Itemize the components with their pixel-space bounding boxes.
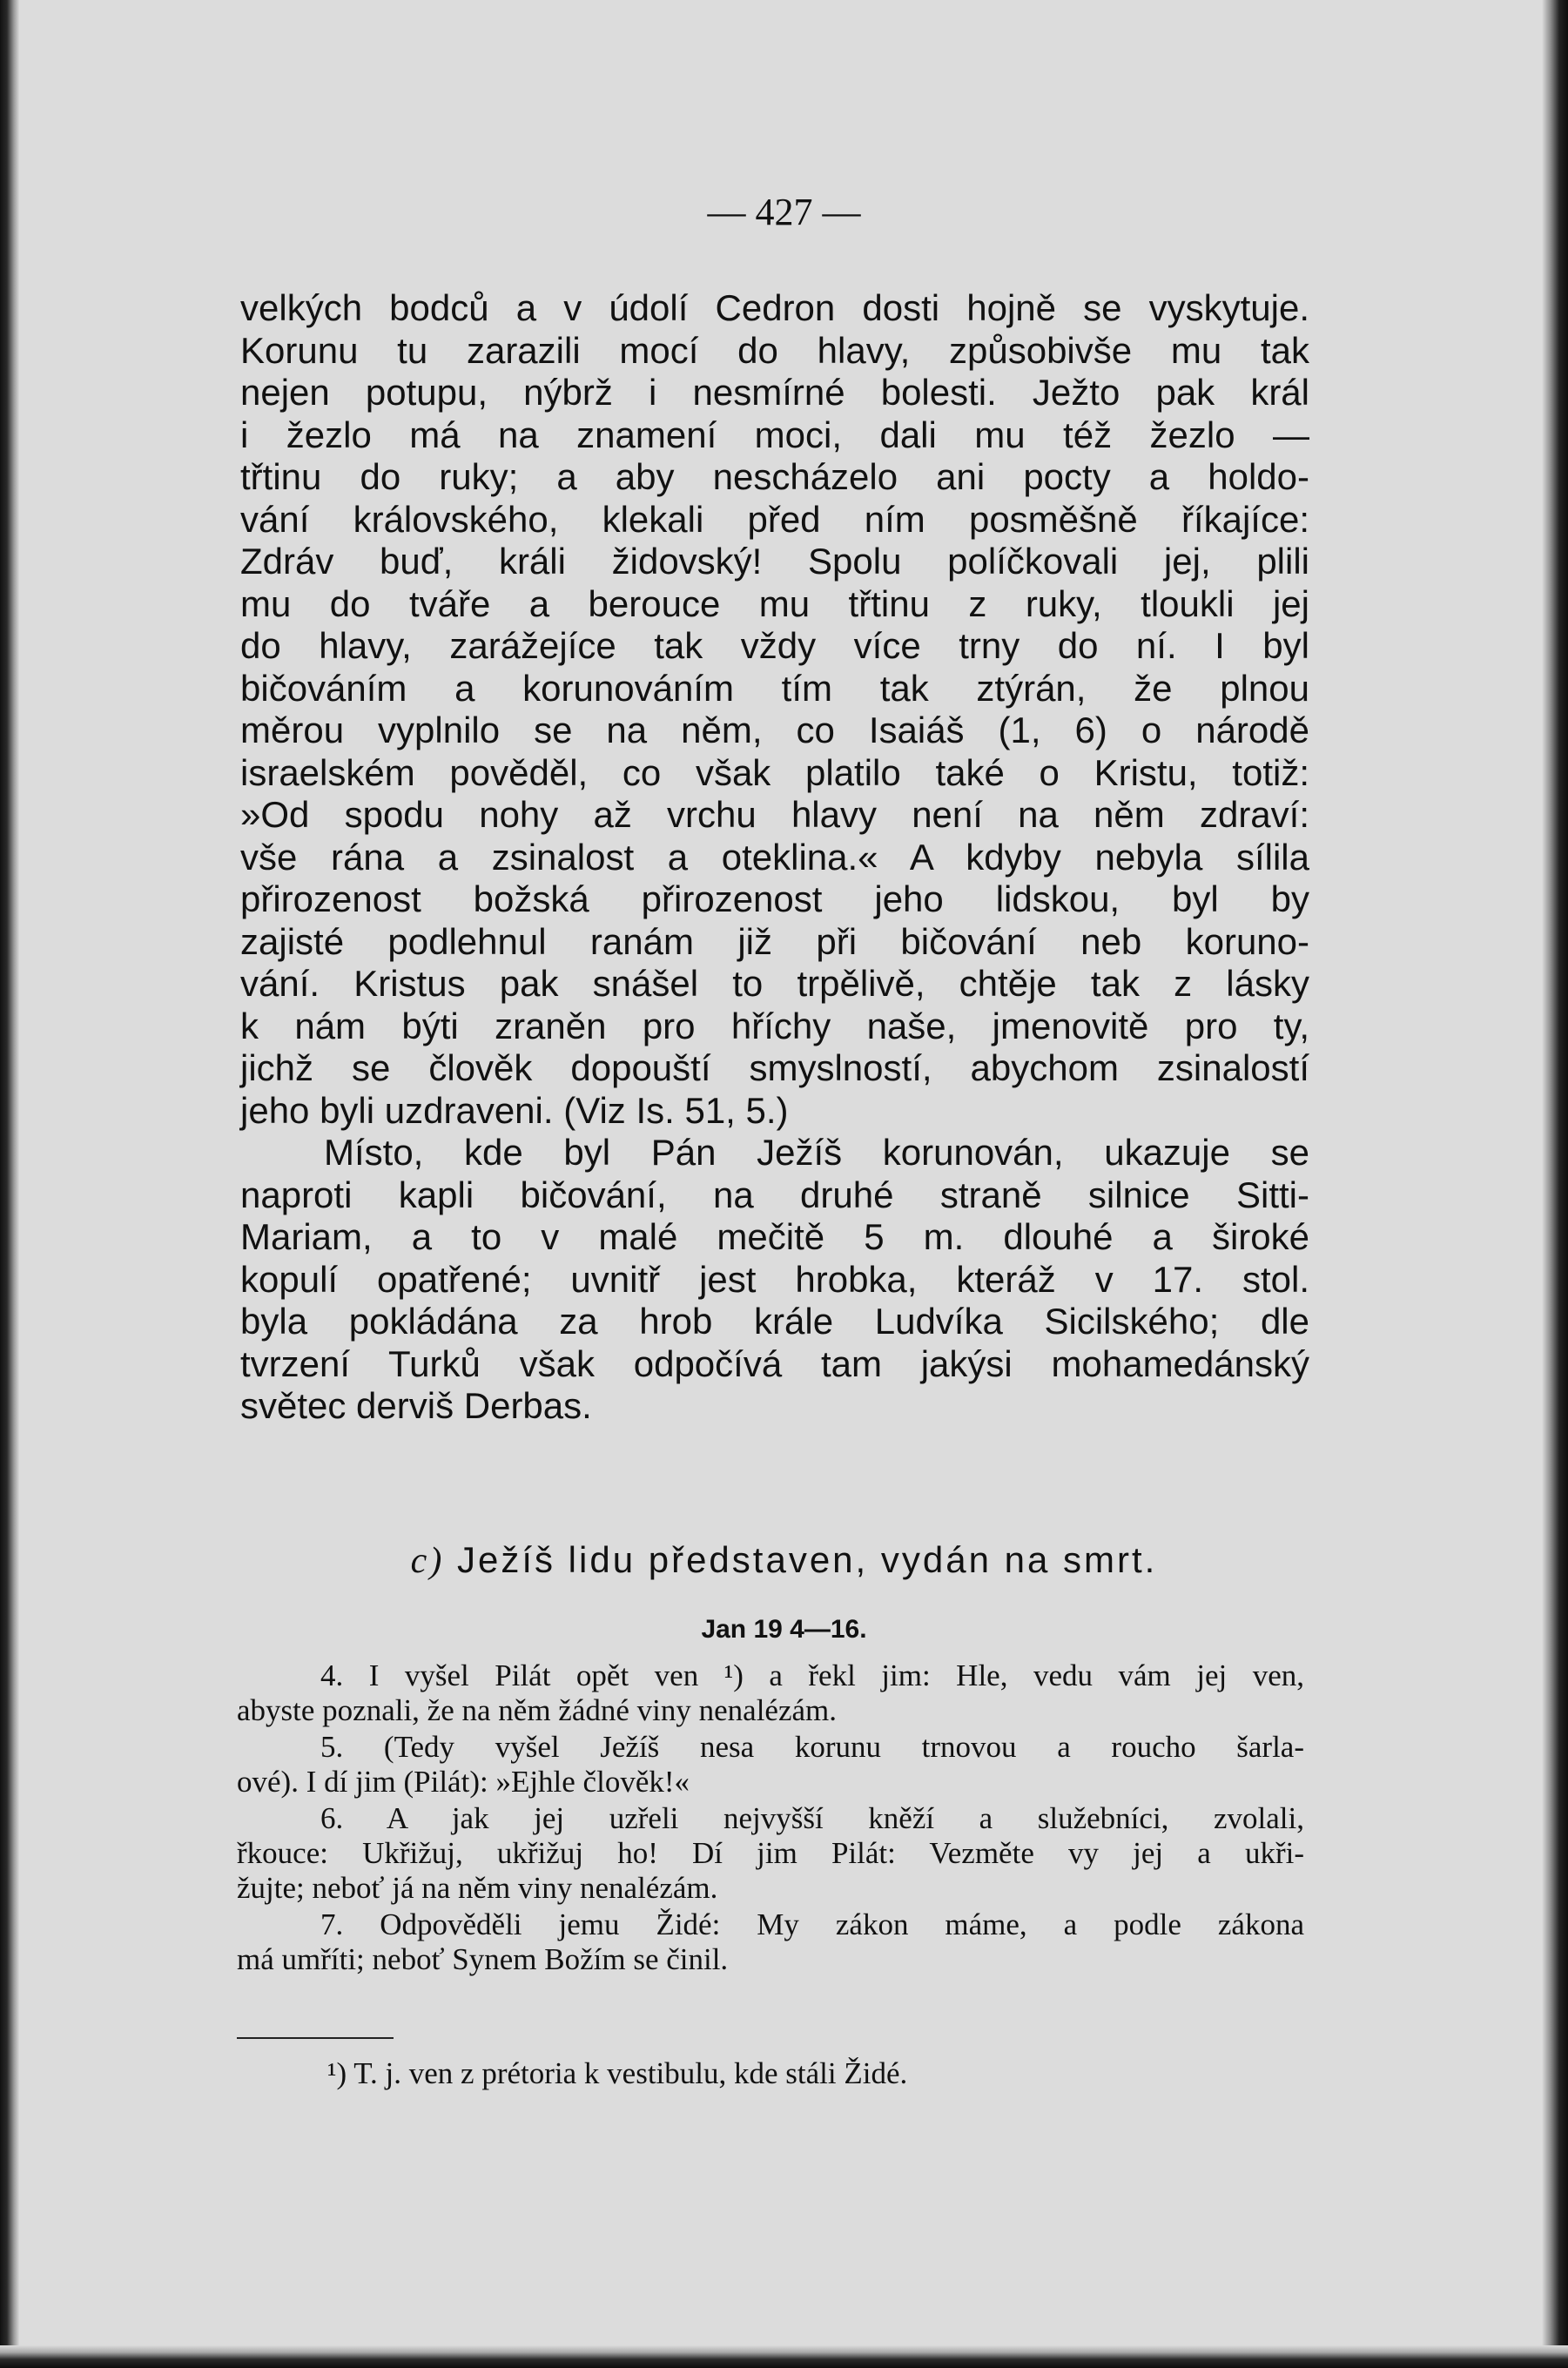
- footnote: ¹) T. j. ven z prétoria k vestibulu, kde stáli Židé.: [327, 2056, 908, 2090]
- body-line: naproti kapli bičování, na druhé straně silnice Sitti-: [240, 1174, 1309, 1215]
- verse-line: 4. I vyšel Pilát opět ven ¹) a řekl jim: Hle, vedu vám jej ven,: [320, 1658, 1304, 1692]
- section-heading-text: Ježíš lidu představen, vydán na smrt.: [456, 1539, 1158, 1580]
- body-line: Korunu tu zarazili mocí do hlavy, způsobivše mu tak: [240, 329, 1309, 371]
- verse-line: 5. (Tedy vyšel Ježíš nesa korunu trnovou a roucho šarla-: [320, 1730, 1304, 1764]
- body-line: vání. Kristus pak snášel to trpělivě, chtěje tak z lásky: [240, 963, 1309, 1004]
- verse-line: 7. Odpověděli jemu Židé: My zákon máme, a podle zákona: [320, 1907, 1304, 1941]
- page-edge-right: [1542, 0, 1568, 2368]
- body-line: vše rána a zsinalost a oteklina.« A kdyby nebyla sílila: [240, 836, 1309, 878]
- body-line: do hlavy, zarážejíce tak vždy více trny do ní. I byl: [240, 625, 1309, 666]
- body-line: »Od spodu nohy až vrchu hlavy není na něm zdraví:: [240, 794, 1309, 835]
- page-edge-left: [0, 0, 19, 2368]
- body-line: třtinu do ruky; a aby nescházelo ani pocty a holdo-: [240, 456, 1309, 497]
- verse-line: žujte; neboť já na něm viny nenalézám.: [237, 1871, 718, 1905]
- body-line: zajisté podlehnul ranám již při bičování neb koruno-: [240, 920, 1309, 962]
- scripture-reference: Jan 19 4—16.: [701, 1615, 867, 1644]
- body-line: mu do tváře a berouce mu třtinu z ruky, tloukli jej: [240, 582, 1309, 624]
- body-line: Místo, kde byl Pán Ježíš korunován, ukazuje se: [324, 1132, 1309, 1173]
- section-heading: [0, 1539, 1568, 1582]
- body-line: israelském pověděl, co však platilo také o Kristu, totiž:: [240, 751, 1309, 793]
- verse-block: [237, 1658, 1304, 1977]
- page-edge-bottom: [0, 2345, 1568, 2368]
- body-line: nejen potupu, nýbrž i nesmírné bolesti. Ježto pak král: [240, 372, 1309, 413]
- body-line: bičováním a korunováním tím tak ztýrán, že plnou: [240, 667, 1309, 709]
- body-line: jeho byli uzdraveni. (Viz Is. 51, 5.): [240, 1089, 789, 1131]
- body-line: jichž se člověk dopouští smyslností, abychom zsinalostí: [240, 1047, 1309, 1088]
- body-line: i žezlo má na znamení moci, dali mu též žezlo —: [240, 414, 1309, 455]
- verse-line: 6. A jak jej uzřeli nejvyšší kněží a služebníci, zvolali,: [320, 1801, 1304, 1835]
- body-line: přirozenost božská přirozenost jeho lidskou, byl by: [240, 878, 1309, 919]
- body-text: [240, 287, 1309, 1428]
- body-line: vání královského, klekali před ním posměšně říkajíce:: [240, 498, 1309, 540]
- verse-line: má umříti; neboť Synem Božím se činil.: [237, 1942, 729, 1976]
- body-line: světec derviš Derbas.: [240, 1385, 592, 1426]
- body-line: tvrzení Turků však odpočívá tam jakýsi mohamedánský: [240, 1342, 1309, 1384]
- footnote-rule: [237, 2037, 394, 2039]
- body-line: Zdráv buď, králi židovský! Spolu políčkovali jej, plili: [240, 541, 1309, 582]
- verse-line: řkouce: Ukřižuj, ukřižuj ho! Dí jim Pilát: Vezměte vy jej a ukři-: [237, 1836, 1304, 1870]
- section-heading-prefix: c): [410, 1541, 445, 1581]
- body-line: velkých bodců a v údolí Cedron dosti hojně se vyskytuje.: [240, 287, 1309, 328]
- body-line: byla pokládána za hrob krále Ludvíka Sicilského; dle: [240, 1301, 1309, 1342]
- page-number: — 427 —: [707, 191, 861, 233]
- body-line: měrou vyplnilo se na něm, co Isaiáš (1, 6) o národě: [240, 710, 1309, 750]
- verse-line: abyste poznali, že na něm žádné viny nenalézám.: [237, 1693, 837, 1727]
- body-line: Mariam, a to v malé mečitě 5 m. dlouhé a široké: [240, 1216, 1309, 1257]
- verse-line: ové). I dí jim (Pilát): »Ejhle člověk!«: [237, 1765, 690, 1799]
- body-line: k nám býti zraněn pro hříchy naše, jmenovitě pro ty,: [240, 1005, 1309, 1046]
- body-line: kopulí opatřené; uvnitř jest hrobka, kteráž v 17. stol.: [240, 1258, 1309, 1300]
